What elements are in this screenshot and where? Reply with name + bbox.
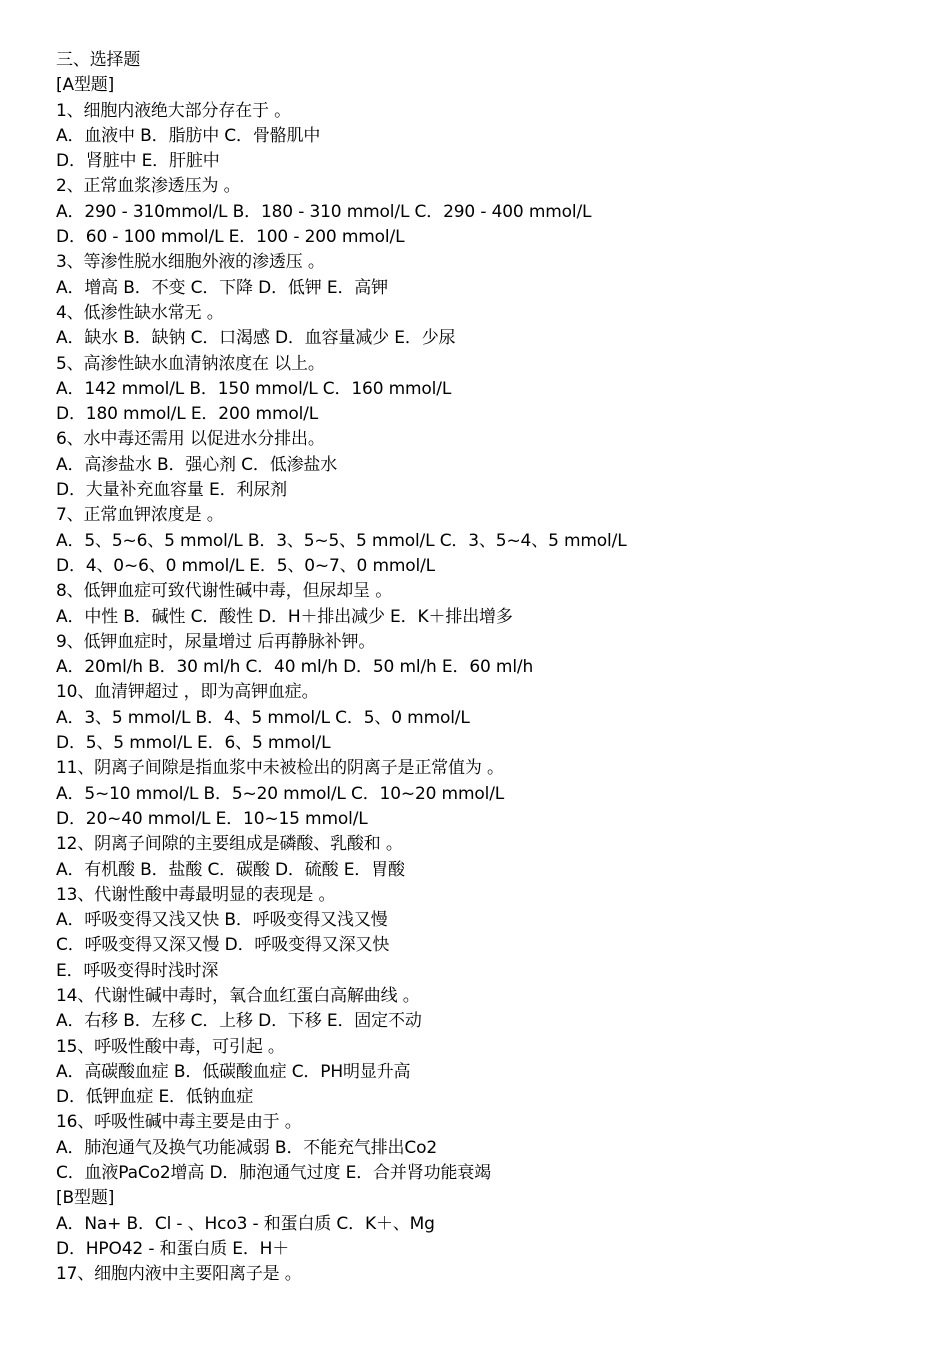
text-line: [A型题] <box>56 75 115 96</box>
text-line: D．60 - 100 mmol/L E．100 - 200 mmol/L <box>56 227 405 248</box>
text-line: D．5、5 mmol/L E．6、5 mmol/L <box>56 733 331 754</box>
text-line: A．增高 B．不变 C．下降 D．低钾 E．高钾 <box>56 277 389 298</box>
text-line: D．4、0~6、0 mmol/L E．5、0~7、0 mmol/L <box>56 555 435 576</box>
text-line: C．血液PaCo2增高 D．肺泡通气过度 E．合并肾功能衰竭 <box>56 1163 492 1184</box>
text-line: 2、正常血浆渗透压为 。 <box>56 176 241 197</box>
text-line: 三、选择题 <box>56 50 141 70</box>
text-line: 1、细胞内液绝大部分存在于 。 <box>56 100 291 121</box>
text-line: 11、阴离子间隙是指血浆中未被检出的阴离子是正常值为 。 <box>56 758 504 779</box>
text-line: A．5~10 mmol/L B．5~20 mmol/L C．10~20 mmol/L <box>56 783 505 804</box>
text-line: E．呼吸变得时浅时深 <box>56 960 219 981</box>
text-line: A．右移 B．左移 C．上移 D．下移 E．固定不动 <box>56 1011 422 1032</box>
text-line: A．有机酸 B．盐酸 C．碳酸 D．硫酸 E．胃酸 <box>56 859 405 880</box>
text-line: 7、正常血钾浓度是 。 <box>56 505 224 526</box>
text-line: A．20ml/h B．30 ml/h C．40 ml/h D．50 ml/h E．60 ml/h <box>56 657 534 678</box>
text-line: 16、呼吸性碱中毒主要是由于 。 <box>56 1112 302 1133</box>
text-line: 10、血清钾超过 ，即为高钾血症。 <box>56 682 319 703</box>
text-line: 4、低渗性缺水常无 。 <box>56 302 224 323</box>
text-line: 9、低钾血症时，尿量增过 后再静脉补钾。 <box>56 631 376 652</box>
text-line: A．高渗盐水 B．强心剂 C．低渗盐水 <box>56 454 338 475</box>
text-line: D．180 mmol/L E．200 mmol/L <box>56 404 319 425</box>
text-line: A．290 - 310mmol/L B．180 - 310 mmol/L C．290 - 400 mmol/L <box>56 201 592 222</box>
text-line: A．142 mmol/L B．150 mmol/L C．160 mmol/L <box>56 378 452 399</box>
text-line: A．高碳酸血症 B．低碳酸血症 C．PH明显升高 <box>56 1061 411 1082</box>
text-line: D．20~40 mmol/L E．10~15 mmol/L <box>56 808 368 829</box>
text-line: C．呼吸变得又深又慢 D．呼吸变得又深又快 <box>56 935 390 956</box>
text-line: A．血液中 B．脂肪中 C．骨骼肌中 <box>56 125 321 146</box>
text-line: 12、阴离子间隙的主要组成是磷酸、乳酸和 。 <box>56 834 403 855</box>
text-line: 17、细胞内液中主要阳离子是 。 <box>56 1264 302 1285</box>
text-line: 14、代谢性碱中毒时，氧合血红蛋白高解曲线 。 <box>56 985 420 1006</box>
text-line: 8、低钾血症可致代谢性碱中毒，但尿却呈 。 <box>56 581 393 602</box>
text-line: D．HPO42 - 和蛋白质 E．H＋ <box>56 1238 290 1259</box>
text-line: A．肺泡通气及换气功能减弱 B．不能充气排出Co2 <box>56 1137 438 1158</box>
text-line: D．肾脏中 E．肝脏中 <box>56 151 220 172</box>
document-body <box>56 48 916 1288</box>
text-line: 15、呼吸性酸中毒，可引起 。 <box>56 1036 285 1057</box>
text-line: D．低钾血症 E．低钠血症 <box>56 1087 254 1108</box>
text-line: 3、等渗性脱水细胞外液的渗透压 。 <box>56 252 325 273</box>
text-line: A．缺水 B．缺钠 C．口渴感 D．血容量减少 E．少尿 <box>56 328 456 349</box>
text-line: D．大量补充血容量 E．利尿剂 <box>56 480 287 501</box>
text-line: A．5、5~6、5 mmol/L B．3、5~5、5 mmol/L C．3、5~4、5 mmol/L <box>56 530 627 551</box>
text-line: A．中性 B．碱性 C．酸性 D．H＋排出减少 E．K＋排出增多 <box>56 606 513 627</box>
text-line: 13、代谢性酸中毒最明显的表现是 。 <box>56 884 336 905</box>
text-line: 5、高渗性缺水血清钠浓度在 以上。 <box>56 353 325 374</box>
text-line: A．3、5 mmol/L B．4、5 mmol/L C．5、0 mmol/L <box>56 707 470 728</box>
text-line: [B型题] <box>56 1188 115 1209</box>
text-line: A．Na+ B．Cl - 、Hco3 - 和蛋白质 C．K＋、Mg <box>56 1213 435 1234</box>
text-line: A．呼吸变得又浅又快 B．呼吸变得又浅又慢 <box>56 910 388 931</box>
text-line: 6、水中毒还需用 以促进水分排出。 <box>56 429 325 450</box>
